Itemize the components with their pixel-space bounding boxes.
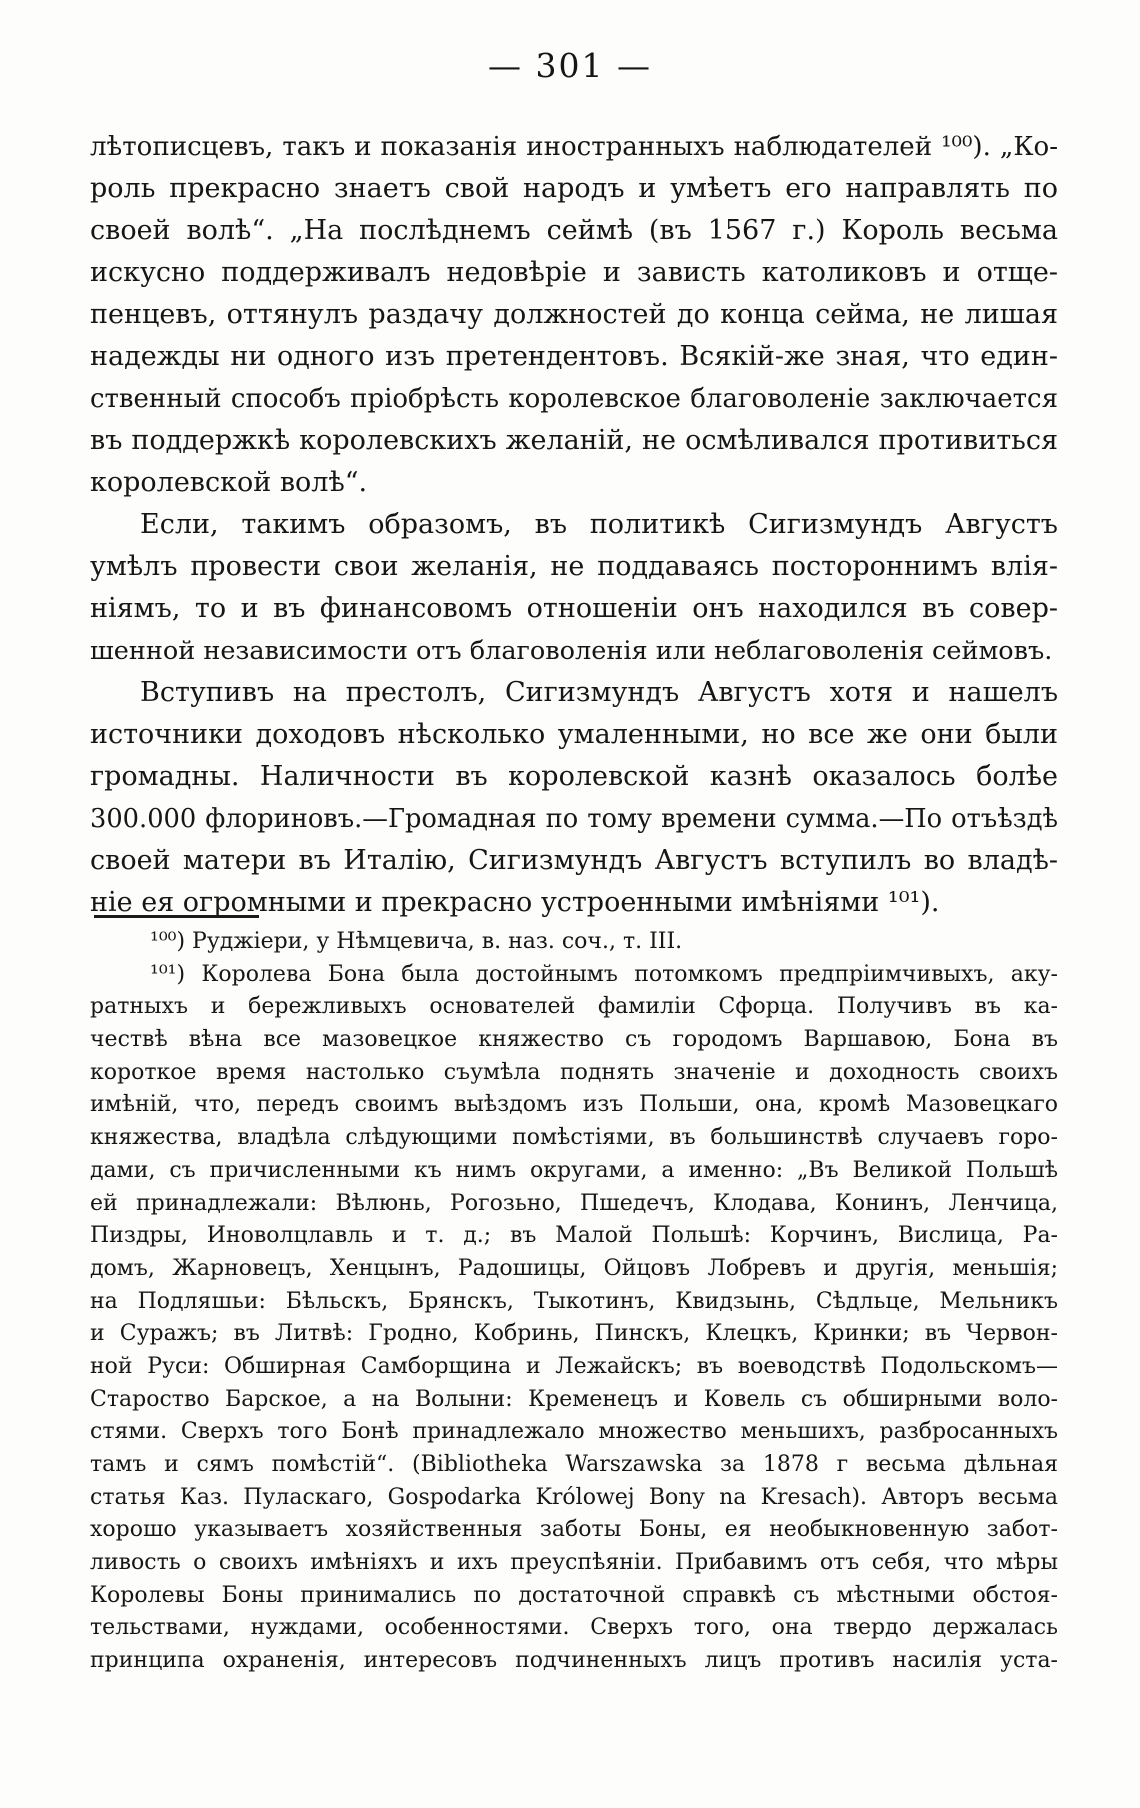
footnote-line: ливость о своихъ имѣніяхъ и ихъ преуспѣяніи. Прибавимъ отъ себя, что мѣры xyxy=(90,1550,1058,1576)
text-line: ніе ея огромными и прекрасно устроенными имѣніями ¹⁰¹). xyxy=(90,887,940,918)
footnote-line: ей принадлежали: Вѣлюнь, Рогозьно, Пшедечъ, Клодава, Конинъ, Ленчица, xyxy=(90,1190,1058,1216)
text-line: ственный способъ пріобрѣсть королевское благоволеніе заключается xyxy=(90,384,1058,414)
text-line: лѣтописцевъ, такъ и показанія иностранныхъ наблюдателей ¹⁰⁰). „Ко- xyxy=(90,132,1058,162)
footnote-line: княжества, владѣла слѣдующими помѣстіями, въ большинствѣ случаевъ горо- xyxy=(90,1125,1058,1151)
footnote-line: ной Руси: Обширная Самборщина и Лежайскъ; въ воеводствѣ Подольскомъ— xyxy=(90,1353,1058,1379)
text-line: источники доходовъ нѣсколько умаленными, но все же они были xyxy=(90,719,1058,750)
page-number: — 301 — xyxy=(488,46,652,85)
footnote-line: Пиздры, Иноволцлавль и т. д.; въ Малой Польшѣ: Корчинъ, Вислица, Ра- xyxy=(90,1223,1058,1249)
footnote-line: и Суражъ; въ Литвѣ: Гродно, Кобринь, Пинскъ, Клецкъ, Кринки; въ Червон- xyxy=(90,1321,1058,1347)
footnote-line: домъ, Жарновецъ, Хенцынъ, Радошицы, Ойцовъ Лобревъ и другія, меньшія; xyxy=(90,1255,1058,1281)
footnote-line: Королевы Боны принимались по достаточной справкѣ съ мѣстными обстоя- xyxy=(90,1582,1058,1608)
text-line: Если, такимъ образомъ, въ политикѣ Сигизмундъ Августъ xyxy=(140,509,1058,540)
footnote-line: ¹⁰⁰) Руджіери, у Нѣмцевича, в. наз. соч., т. III. xyxy=(150,929,683,954)
text-line: роль прекрасно знаетъ свой народъ и умѣетъ его направлять по xyxy=(90,173,1058,204)
text-line: искусно поддерживалъ недовѣріе и зависть католиковъ и отще- xyxy=(90,257,1058,288)
footnote-line: хорошо указываетъ хозяйственныя заботы Боны, ея необыкновенную забот- xyxy=(90,1517,1058,1543)
text-line: шенной независимости отъ благоволенія или неблаговоленія сеймовъ. xyxy=(90,636,1053,666)
text-line: королевской волѣ“. xyxy=(90,467,368,498)
footnote-line: стями. Сверхъ того Бонѣ принадлежало множество меньшихъ, разбросанныхъ xyxy=(90,1419,1058,1445)
text-line: Вступивъ на престолъ, Сигизмундъ Августъ хотя и нашелъ xyxy=(140,677,1058,708)
text-line: своей матери въ Италію, Сигизмундъ Августъ вступилъ во владѣ- xyxy=(90,845,1058,876)
main-text xyxy=(90,126,1058,924)
text-line: ніямъ, то и въ финансовомъ отношеніи онъ находился въ совер- xyxy=(90,593,1058,624)
footnote-line: статья Каз. Пуласкаго, Gospodarka Królowej Bony na Kresach). Авторъ весьма xyxy=(90,1484,1058,1510)
text-line: пенцевъ, оттянулъ раздачу должностей до конца сейма, не лишая xyxy=(90,299,1058,330)
text-line: въ поддержкѣ королевскихъ желаній, не осмѣливался противиться xyxy=(90,425,1058,456)
footnote-separator xyxy=(94,915,259,918)
text-line: 300.000 флориновъ.—Громадная по тому времени сумма.—По отъѣздѣ xyxy=(90,804,1058,834)
footnote-line: короткое время настолько съумѣла поднять значеніе и доходность своихъ xyxy=(90,1059,1058,1085)
text-line: умѣлъ провести свои желанія, не поддаваясь постороннимъ влія- xyxy=(90,551,1058,582)
footnote-line: на Подляшьи: Бѣльскъ, Брянскъ, Тыкотинъ, Квидзынь, Сѣдльце, Мельникъ xyxy=(90,1288,1058,1314)
footnote-line: тельствами, нуждами, особенностями. Сверхъ того, она твердо держалась xyxy=(90,1615,1058,1641)
footnote-line: дами, съ причисленными къ нимъ округами, а именно: „Въ Великой Польшѣ xyxy=(90,1157,1058,1183)
footnotes xyxy=(90,926,1058,1678)
footnote-line: Староство Барское, а на Волыни: Кременецъ и Ковель съ обширными воло- xyxy=(90,1386,1058,1412)
text-line: надежды ни одного изъ претендентовъ. Всякій-же зная, что един- xyxy=(90,341,1058,372)
footnote-line: тамъ и сямъ помѣстій“. (Bibliotheka Warszawska за 1878 г весьма дѣльная xyxy=(90,1452,1058,1477)
footnote-line: ¹⁰¹) Королева Бона была достойнымъ потомкомъ предпріимчивыхъ, аку- xyxy=(150,961,1058,987)
footnote-line: чествѣ вѣна все мазовецкое княжество съ городомъ Варшавою, Бона въ xyxy=(90,1027,1058,1053)
footnote-line: ратныхъ и бережливыхъ основателей фамиліи Сфорца. Получивъ въ ка- xyxy=(90,994,1058,1020)
footnote-line: принципа охраненія, интересовъ подчиненныхъ лицъ противъ насилія уста- xyxy=(90,1648,1058,1674)
text-line: громадны. Наличности въ королевской казнѣ оказалось болѣе xyxy=(90,761,1058,792)
footnote-line: имѣній, что, передъ своимъ выѣздомъ изъ Польши, она, кромѣ Мазовецкаго xyxy=(90,1092,1058,1118)
text-line: своей волѣ“. „На послѣднемъ сеймѣ (въ 1567 г.) Король весьма xyxy=(90,215,1058,246)
